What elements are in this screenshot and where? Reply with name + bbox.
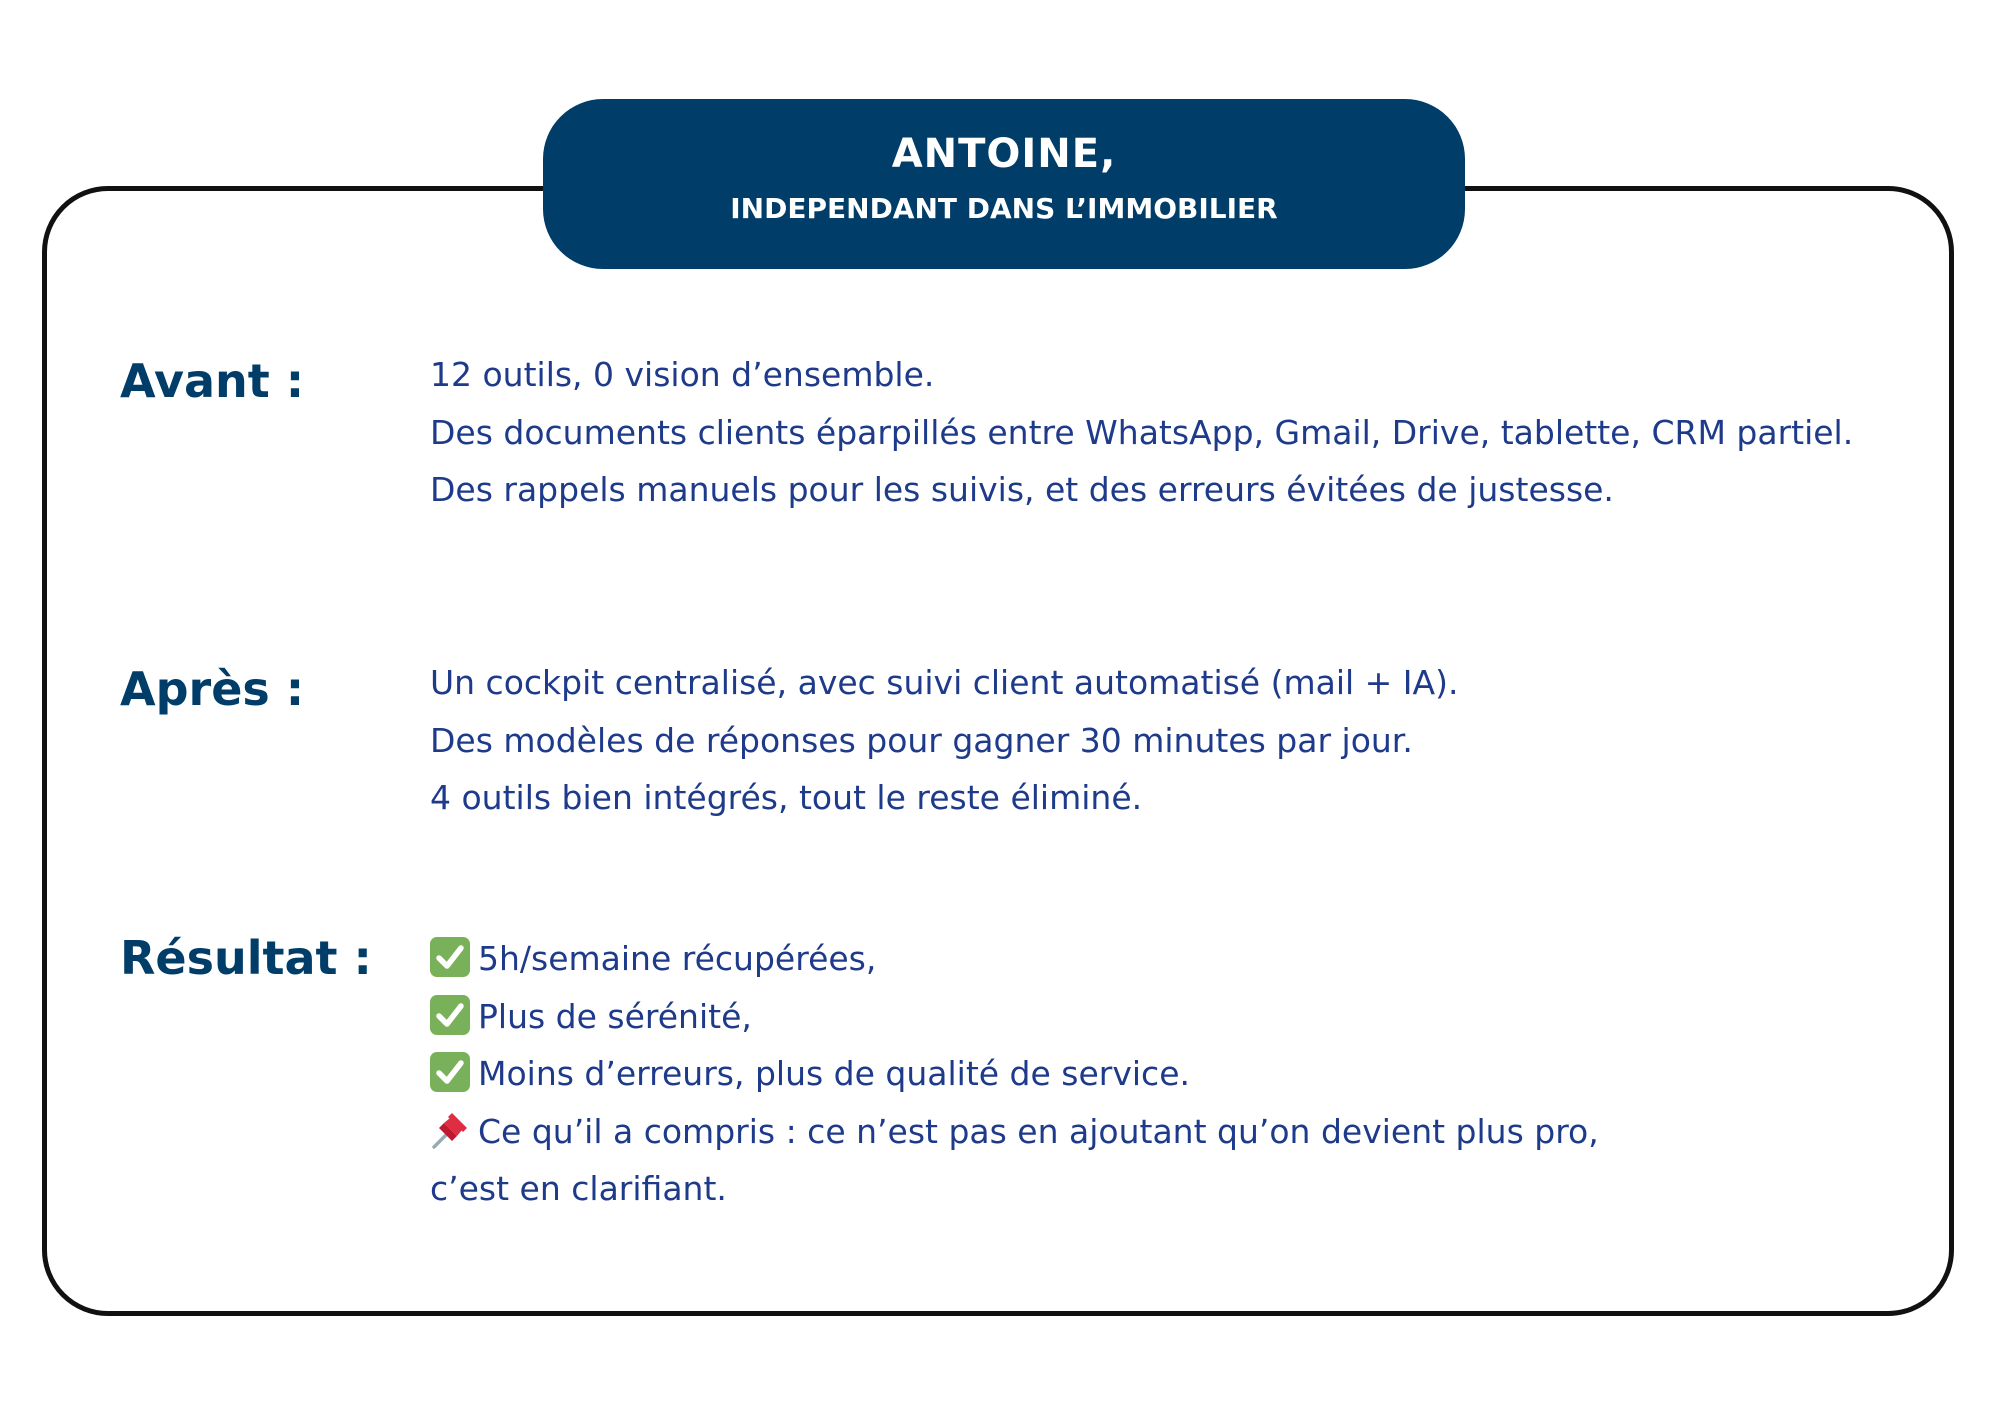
resultat-item: [430, 1103, 1870, 1161]
resultat-item-text: Moins d’erreurs, plus de qualité de service.: [478, 1054, 1190, 1093]
header-banner: [543, 99, 1465, 269]
check-mark-icon: [430, 937, 470, 977]
apres-line: Un cockpit centralisé, avec suivi client automatisé (mail + IA).: [430, 663, 1459, 702]
apres-line: 4 outils bien intégrés, tout le reste éliminé.: [430, 778, 1143, 817]
section-label-apres: Après :: [120, 662, 305, 716]
section-label-avant: Avant :: [120, 354, 305, 408]
avant-line: 12 outils, 0 vision d’ensemble.: [430, 355, 935, 394]
apres-line: Des modèles de réponses pour gagner 30 minutes par jour.: [430, 720, 1413, 760]
section-label-resultat: Résultat :: [120, 931, 372, 985]
section-body-resultat: [430, 930, 1870, 1218]
resultat-item: [430, 1045, 1870, 1103]
section-body-avant: [430, 346, 1870, 519]
resultat-closing-line: c’est en clarifiant.: [430, 1169, 727, 1208]
check-mark-icon: [430, 1052, 470, 1092]
person-name: ANTOINE,: [891, 131, 1117, 177]
resultat-item: [430, 988, 1870, 1046]
person-role: INDEPENDANT DANS L’IMMOBILIER: [730, 192, 1278, 225]
avant-line: Des documents clients éparpillés entre WhatsApp, Gmail, Drive, tablette, CRM partiel.: [430, 412, 1854, 452]
resultat-item-text: Ce qu’il a compris : ce n’est pas en ajoutant qu’on devient plus pro,: [478, 1111, 1599, 1151]
section-body-apres: [430, 654, 1870, 827]
resultat-item: [430, 930, 1870, 988]
resultat-item-text: 5h/semaine récupérées,: [478, 939, 877, 978]
resultat-item-text: Plus de sérénité,: [478, 996, 752, 1036]
avant-line: Des rappels manuels pour les suivis, et des erreurs évitées de justesse.: [430, 470, 1614, 509]
check-mark-icon: [430, 995, 470, 1035]
pushpin-icon: [430, 1110, 470, 1150]
